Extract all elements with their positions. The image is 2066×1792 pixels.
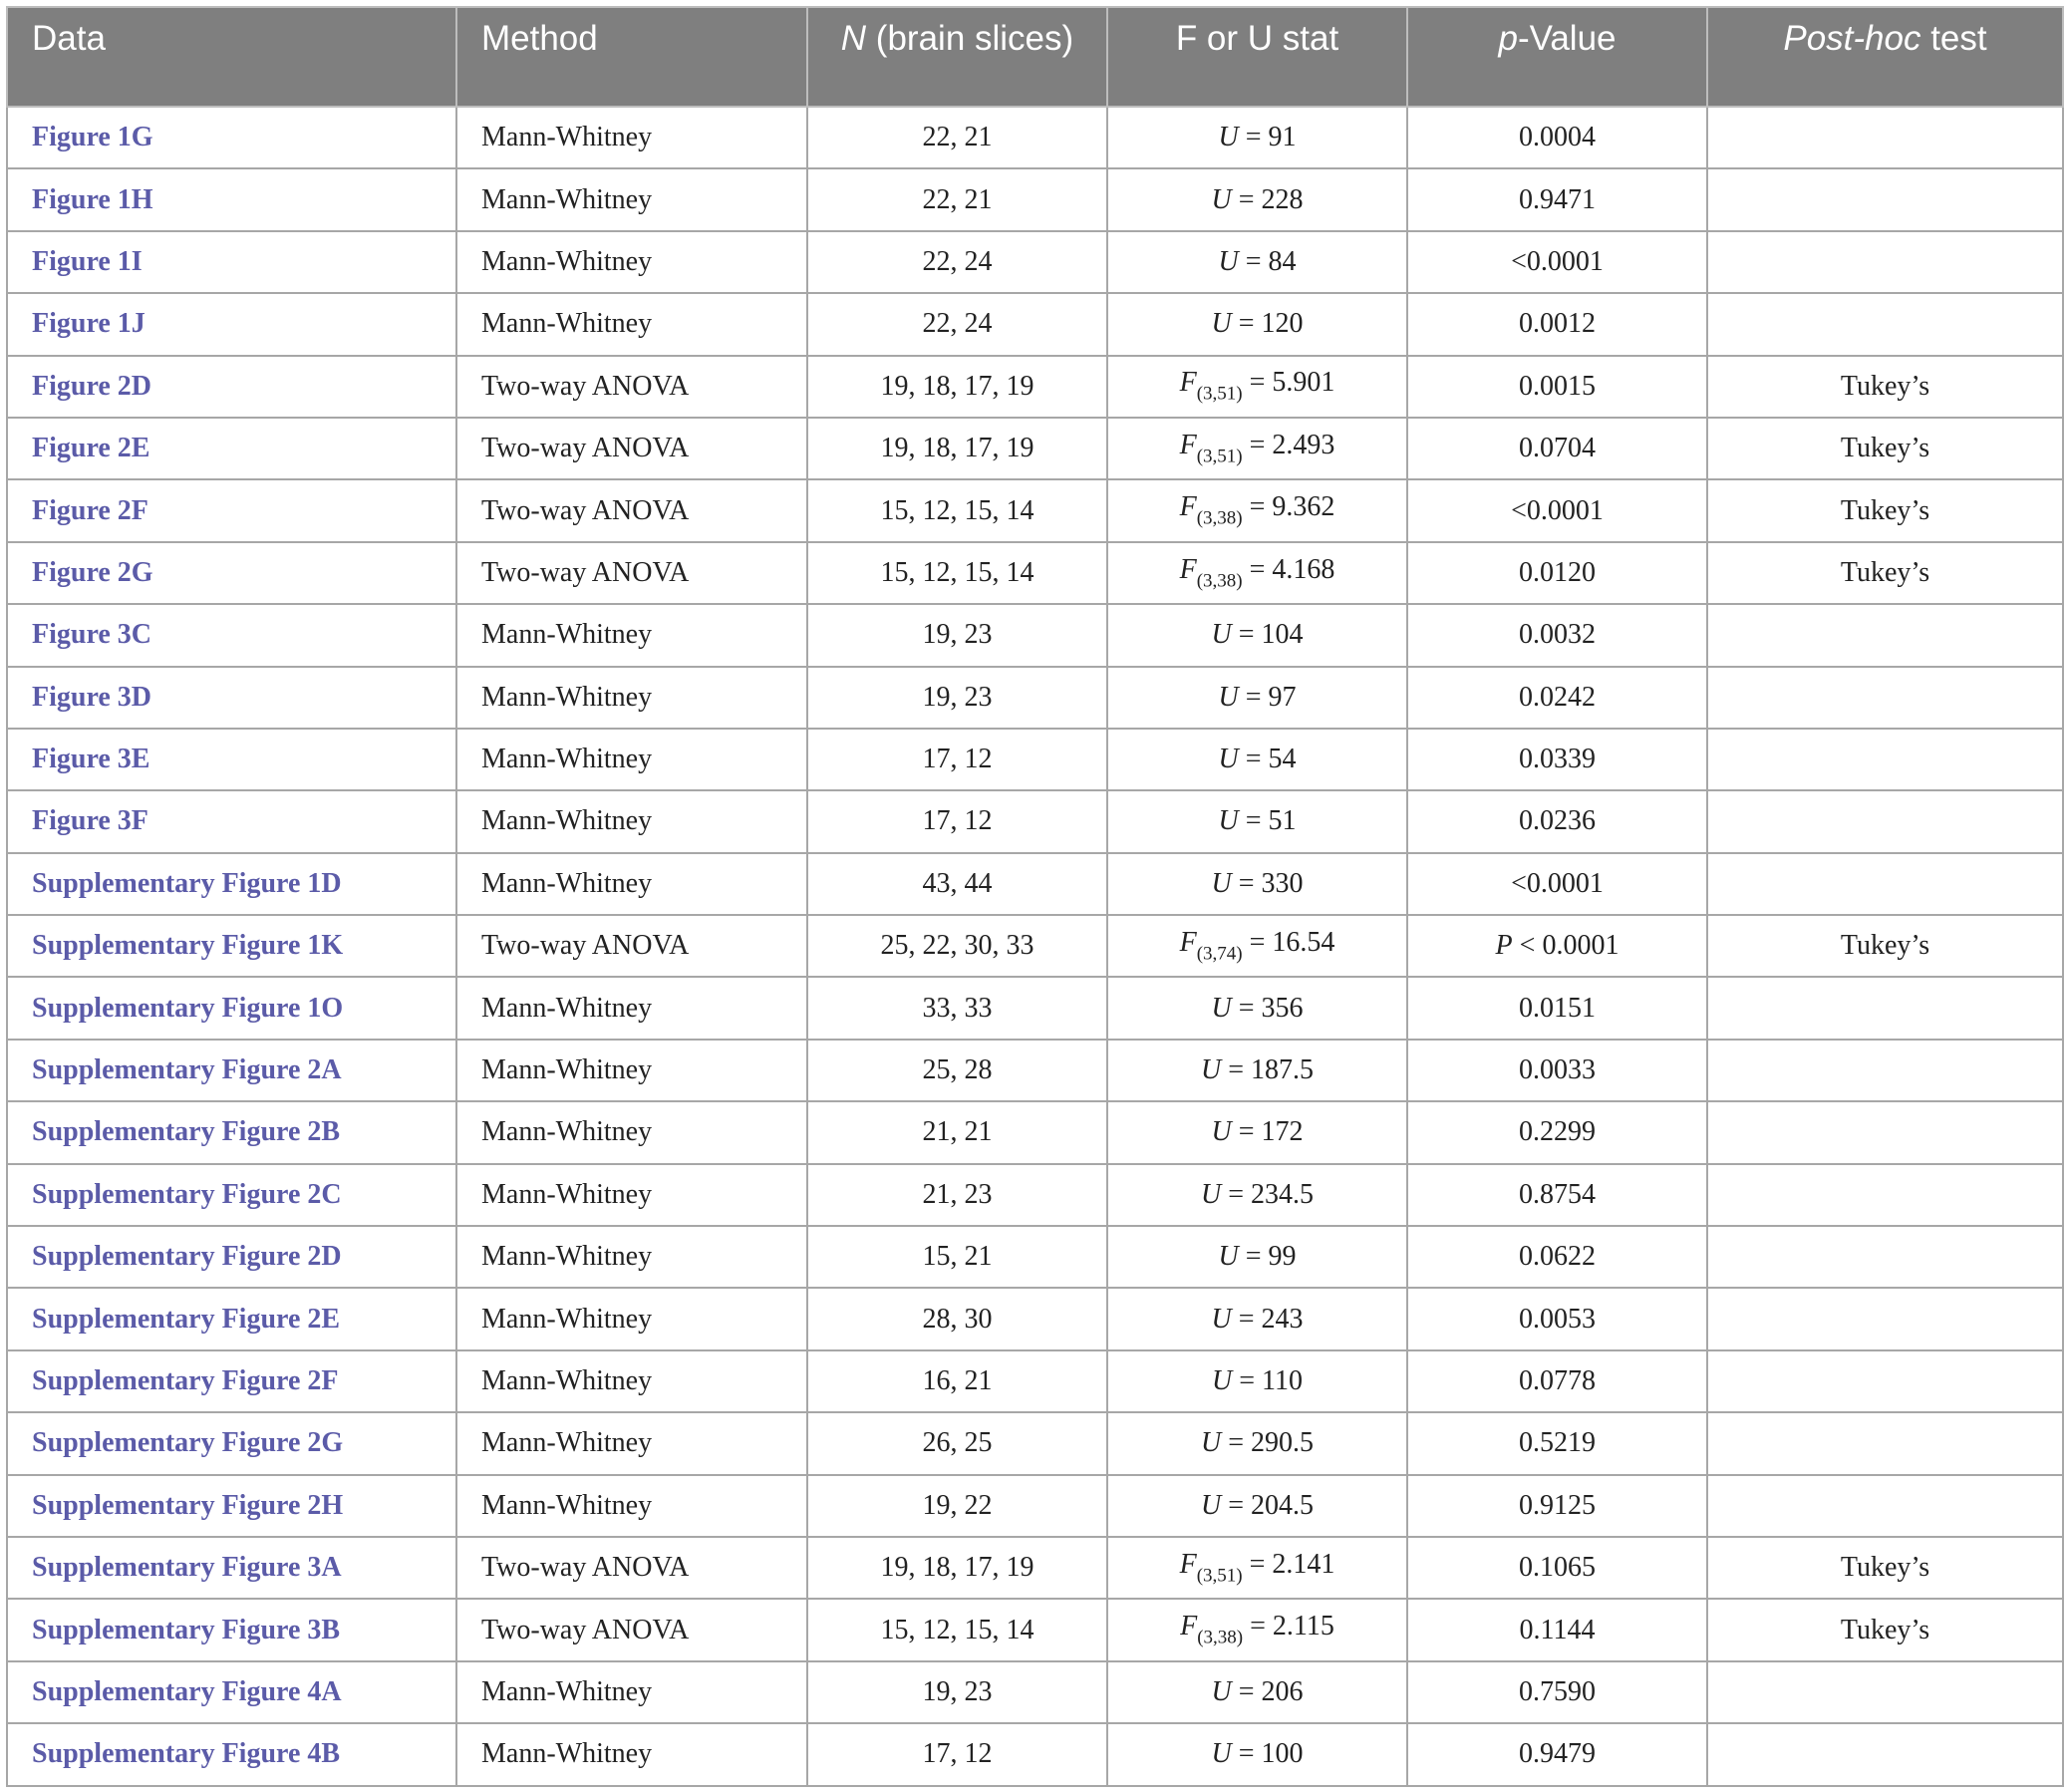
- table-row: [7, 1723, 2063, 1785]
- figure-link[interactable]: Figure 3C: [7, 604, 456, 666]
- p-value-cell: [1407, 667, 1707, 729]
- p-value: < 0.0001: [1512, 930, 1620, 962]
- posthoc-cell: Tukey’s: [1707, 542, 2063, 604]
- p-value: 0.2299: [1519, 1116, 1596, 1148]
- p-value-cell: [1407, 1164, 1707, 1226]
- stat-cell: [1107, 107, 1407, 168]
- header-posthoc-italic: Post-hoc: [1783, 19, 1921, 58]
- table-row: [7, 479, 2063, 541]
- figure-link[interactable]: Supplementary Figure 2G: [7, 1412, 456, 1474]
- n-cell: 15, 12, 15, 14: [807, 479, 1107, 541]
- table-row: [7, 1226, 2063, 1288]
- p-value: 0.0053: [1519, 1303, 1596, 1335]
- stat-df-subscript: (3,38): [1196, 507, 1243, 529]
- header-posthoc-label: test: [1920, 19, 1987, 58]
- posthoc-cell: [1707, 853, 2063, 915]
- method-cell: Mann-Whitney: [456, 107, 807, 168]
- n-cell: 22, 21: [807, 107, 1107, 168]
- stat-value: = 104: [1231, 619, 1304, 651]
- posthoc-cell: Tukey’s: [1707, 479, 2063, 541]
- table-row: [7, 790, 2063, 852]
- stat-cell: [1107, 1661, 1407, 1723]
- stat-symbol: F: [1179, 927, 1197, 958]
- method-cell: Mann-Whitney: [456, 1040, 807, 1101]
- method-cell: Two-way ANOVA: [456, 542, 807, 604]
- figure-link[interactable]: Supplementary Figure 1O: [7, 977, 456, 1039]
- stat-value: = 16.54: [1242, 927, 1335, 958]
- figure-link[interactable]: Supplementary Figure 4A: [7, 1661, 456, 1723]
- p-value-cell: [1407, 107, 1707, 168]
- stat-cell: [1107, 1164, 1407, 1226]
- stat-cell: [1107, 293, 1407, 355]
- stat-value: = 204.5: [1221, 1489, 1315, 1521]
- table-row: [7, 1661, 2063, 1723]
- stat-value: = 97: [1238, 681, 1297, 713]
- n-cell: 43, 44: [807, 853, 1107, 915]
- n-cell: 22, 24: [807, 231, 1107, 293]
- stat-symbol: U: [1212, 1365, 1233, 1396]
- stat-value: = 9.362: [1242, 491, 1335, 523]
- table-row: [7, 1164, 2063, 1226]
- p-value-cell: [1407, 1723, 1707, 1785]
- header-row: [7, 7, 2063, 107]
- n-cell: 16, 21: [807, 1350, 1107, 1412]
- p-symbol: P: [1495, 930, 1513, 962]
- p-value-cell: [1407, 1101, 1707, 1163]
- figure-link[interactable]: Figure 2F: [7, 479, 456, 541]
- figure-link[interactable]: Supplementary Figure 3B: [7, 1599, 456, 1660]
- stat-value: = 84: [1238, 245, 1297, 277]
- n-cell: 19, 18, 17, 19: [807, 418, 1107, 479]
- p-value: 0.0032: [1519, 619, 1596, 651]
- stat-df-subscript: (3,38): [1196, 570, 1243, 592]
- stat-cell: [1107, 1350, 1407, 1412]
- posthoc-cell: Tukey’s: [1707, 1599, 2063, 1660]
- p-value: <0.0001: [1511, 245, 1604, 277]
- stat-symbol: U: [1211, 867, 1232, 899]
- p-value: 0.0012: [1519, 308, 1596, 340]
- stat-value: = 290.5: [1221, 1427, 1315, 1459]
- stat-df-subscript: (3,51): [1196, 1565, 1243, 1587]
- stat-cell: [1107, 1475, 1407, 1537]
- figure-link[interactable]: Figure 2E: [7, 418, 456, 479]
- p-value-cell: [1407, 1288, 1707, 1349]
- figure-link[interactable]: Figure 2G: [7, 542, 456, 604]
- posthoc-cell: [1707, 1350, 2063, 1412]
- n-cell: 28, 30: [807, 1288, 1107, 1349]
- method-cell: Mann-Whitney: [456, 1475, 807, 1537]
- stat-cell: [1107, 790, 1407, 852]
- stat-symbol: U: [1211, 1116, 1232, 1148]
- p-value-cell: [1407, 1412, 1707, 1474]
- stat-cell: [1107, 915, 1407, 977]
- stat-value: = 172: [1231, 1116, 1304, 1148]
- p-value: 0.9479: [1519, 1738, 1596, 1770]
- table-row: [7, 853, 2063, 915]
- method-cell: Two-way ANOVA: [456, 1537, 807, 1599]
- stat-symbol: U: [1211, 1303, 1232, 1335]
- stat-df-subscript: (3,51): [1196, 384, 1243, 406]
- table-row: [7, 667, 2063, 729]
- figure-link[interactable]: Supplementary Figure 4B: [7, 1723, 456, 1785]
- stat-value: = 110: [1232, 1365, 1303, 1396]
- n-cell: 21, 21: [807, 1101, 1107, 1163]
- header-n-label: (brain slices): [866, 19, 1074, 58]
- method-cell: Two-way ANOVA: [456, 356, 807, 418]
- header-method-label: Method: [481, 19, 598, 58]
- p-value: 0.5219: [1519, 1427, 1596, 1459]
- posthoc-cell: [1707, 107, 2063, 168]
- figure-link[interactable]: Supplementary Figure 2A: [7, 1040, 456, 1101]
- stat-symbol: F: [1179, 553, 1197, 585]
- p-value-cell: [1407, 1040, 1707, 1101]
- figure-link[interactable]: Supplementary Figure 2B: [7, 1101, 456, 1163]
- stat-value: = 99: [1238, 1241, 1297, 1273]
- statistics-table-container: [6, 6, 2062, 1787]
- stat-cell: [1107, 977, 1407, 1039]
- stat-symbol: U: [1218, 245, 1239, 277]
- header-stat-label: F or U stat: [1175, 19, 1339, 58]
- n-cell: 21, 23: [807, 1164, 1107, 1226]
- method-cell: Mann-Whitney: [456, 1661, 807, 1723]
- stat-symbol: U: [1218, 1241, 1239, 1273]
- figure-link[interactable]: Supplementary Figure 1D: [7, 853, 456, 915]
- table-row: [7, 729, 2063, 790]
- posthoc-cell: [1707, 1723, 2063, 1785]
- posthoc-cell: [1707, 1661, 2063, 1723]
- posthoc-cell: [1707, 604, 2063, 666]
- posthoc-cell: [1707, 1475, 2063, 1537]
- stat-cell: [1107, 479, 1407, 541]
- method-cell: Mann-Whitney: [456, 1412, 807, 1474]
- stat-cell: [1107, 1040, 1407, 1101]
- method-cell: Mann-Whitney: [456, 1164, 807, 1226]
- figure-link[interactable]: Supplementary Figure 2H: [7, 1475, 456, 1537]
- stat-value: = 243: [1231, 1303, 1304, 1335]
- n-cell: 22, 24: [807, 293, 1107, 355]
- stat-symbol: F: [1179, 1548, 1197, 1580]
- stat-symbol: F: [1179, 367, 1197, 399]
- stat-symbol: U: [1211, 308, 1232, 340]
- header-data: [7, 7, 456, 107]
- method-cell: Two-way ANOVA: [456, 1599, 807, 1660]
- p-value: 0.0622: [1519, 1241, 1596, 1273]
- posthoc-cell: [1707, 1164, 2063, 1226]
- p-value-cell: [1407, 977, 1707, 1039]
- header-p-value: [1407, 7, 1707, 107]
- n-cell: 19, 18, 17, 19: [807, 1537, 1107, 1599]
- statistics-table: [6, 6, 2064, 1787]
- header-stat: [1107, 7, 1407, 107]
- n-cell: 19, 23: [807, 667, 1107, 729]
- p-value: 0.0033: [1519, 1054, 1596, 1086]
- stat-symbol: U: [1218, 681, 1239, 713]
- posthoc-cell: [1707, 977, 2063, 1039]
- stat-cell: [1107, 1101, 1407, 1163]
- posthoc-cell: [1707, 1040, 2063, 1101]
- table-row: [7, 1599, 2063, 1660]
- posthoc-cell: [1707, 729, 2063, 790]
- posthoc-cell: Tukey’s: [1707, 418, 2063, 479]
- p-value-cell: [1407, 542, 1707, 604]
- stat-cell: [1107, 168, 1407, 230]
- stat-value: = 234.5: [1221, 1178, 1315, 1210]
- p-value: 0.8754: [1519, 1178, 1596, 1210]
- posthoc-cell: [1707, 667, 2063, 729]
- n-cell: 15, 21: [807, 1226, 1107, 1288]
- p-value: 0.0339: [1519, 744, 1596, 775]
- figure-link[interactable]: Figure 1G: [7, 107, 456, 168]
- figure-link[interactable]: Supplementary Figure 2C: [7, 1164, 456, 1226]
- stat-value: = 91: [1238, 122, 1297, 153]
- method-cell: Mann-Whitney: [456, 293, 807, 355]
- method-cell: Mann-Whitney: [456, 1226, 807, 1288]
- stat-value: = 100: [1231, 1738, 1304, 1770]
- posthoc-cell: [1707, 1101, 2063, 1163]
- stat-symbol: U: [1200, 1427, 1222, 1459]
- figure-link[interactable]: Figure 1H: [7, 168, 456, 230]
- stat-cell: [1107, 1537, 1407, 1599]
- n-cell: 15, 12, 15, 14: [807, 542, 1107, 604]
- stat-value: = 356: [1231, 992, 1304, 1024]
- p-value: <0.0001: [1511, 867, 1604, 899]
- table-row: [7, 231, 2063, 293]
- p-value: <0.0001: [1511, 494, 1604, 526]
- p-value-cell: [1407, 1350, 1707, 1412]
- figure-link[interactable]: Figure 3D: [7, 667, 456, 729]
- p-value-cell: [1407, 729, 1707, 790]
- table-row: [7, 1412, 2063, 1474]
- stat-symbol: F: [1180, 1611, 1198, 1643]
- posthoc-cell: Tukey’s: [1707, 1537, 2063, 1599]
- posthoc-cell: Tukey’s: [1707, 915, 2063, 977]
- stat-cell: [1107, 1226, 1407, 1288]
- figure-link[interactable]: Supplementary Figure 2F: [7, 1350, 456, 1412]
- figure-link[interactable]: Figure 3E: [7, 729, 456, 790]
- stat-cell: [1107, 853, 1407, 915]
- method-cell: Two-way ANOVA: [456, 418, 807, 479]
- method-cell: Mann-Whitney: [456, 977, 807, 1039]
- table-row: [7, 542, 2063, 604]
- table-row: [7, 168, 2063, 230]
- method-cell: Mann-Whitney: [456, 231, 807, 293]
- stat-cell: [1107, 1288, 1407, 1349]
- p-value-cell: [1407, 1599, 1707, 1660]
- stat-value: = 2.115: [1243, 1611, 1334, 1643]
- n-cell: 33, 33: [807, 977, 1107, 1039]
- n-cell: 26, 25: [807, 1412, 1107, 1474]
- table-row: [7, 1288, 2063, 1349]
- p-value-cell: [1407, 479, 1707, 541]
- n-cell: 17, 12: [807, 1723, 1107, 1785]
- stat-value: = 2.493: [1242, 429, 1335, 460]
- p-value-cell: [1407, 168, 1707, 230]
- n-cell: 19, 22: [807, 1475, 1107, 1537]
- stat-symbol: F: [1179, 491, 1197, 523]
- table-row: [7, 977, 2063, 1039]
- stat-value: = 330: [1231, 867, 1304, 899]
- table-row: [7, 1350, 2063, 1412]
- n-cell: 25, 22, 30, 33: [807, 915, 1107, 977]
- stat-df-subscript: (3,51): [1196, 446, 1243, 467]
- header-n: [807, 7, 1107, 107]
- stat-symbol: U: [1218, 744, 1239, 775]
- stat-symbol: U: [1200, 1054, 1222, 1086]
- stat-symbol: U: [1218, 122, 1239, 153]
- n-cell: 19, 23: [807, 604, 1107, 666]
- table-row: [7, 418, 2063, 479]
- stat-value: = 228: [1231, 183, 1304, 215]
- table-row: [7, 1475, 2063, 1537]
- stat-value: = 54: [1238, 744, 1297, 775]
- n-cell: 22, 21: [807, 168, 1107, 230]
- header-method: [456, 7, 807, 107]
- table-row: [7, 356, 2063, 418]
- p-value: 0.0004: [1519, 122, 1596, 153]
- header-p-symbol: p: [1498, 19, 1518, 58]
- stat-symbol: U: [1211, 183, 1232, 215]
- figure-link[interactable]: Supplementary Figure 2D: [7, 1226, 456, 1288]
- figure-link[interactable]: Figure 1J: [7, 293, 456, 355]
- stat-value: = 2.141: [1242, 1548, 1335, 1580]
- table-row: [7, 1537, 2063, 1599]
- n-cell: 17, 12: [807, 729, 1107, 790]
- stat-symbol: U: [1211, 1675, 1232, 1707]
- p-value: 0.9125: [1519, 1489, 1596, 1521]
- table-row: [7, 1040, 2063, 1101]
- stat-df-subscript: (3,74): [1196, 943, 1243, 965]
- posthoc-cell: [1707, 1412, 2063, 1474]
- stat-symbol: U: [1211, 992, 1232, 1024]
- stat-cell: [1107, 1412, 1407, 1474]
- method-cell: Mann-Whitney: [456, 729, 807, 790]
- method-cell: Mann-Whitney: [456, 790, 807, 852]
- n-cell: 19, 23: [807, 1661, 1107, 1723]
- header-n-symbol: N: [840, 19, 867, 58]
- stat-symbol: U: [1211, 1738, 1232, 1770]
- p-value: 0.0236: [1519, 805, 1596, 837]
- method-cell: Two-way ANOVA: [456, 479, 807, 541]
- table-header: [7, 7, 2063, 107]
- stat-symbol: U: [1218, 805, 1239, 837]
- table-row: [7, 604, 2063, 666]
- method-cell: Mann-Whitney: [456, 168, 807, 230]
- posthoc-cell: [1707, 293, 2063, 355]
- figure-link[interactable]: Figure 1I: [7, 231, 456, 293]
- p-value-cell: [1407, 1661, 1707, 1723]
- stat-cell: [1107, 1599, 1407, 1660]
- p-value-cell: [1407, 1226, 1707, 1288]
- n-cell: 25, 28: [807, 1040, 1107, 1101]
- p-value: 0.7590: [1519, 1675, 1596, 1707]
- p-value: 0.0151: [1519, 992, 1596, 1024]
- header-posthoc: [1707, 7, 2063, 107]
- stat-value: = 120: [1231, 308, 1304, 340]
- posthoc-cell: [1707, 231, 2063, 293]
- p-value-cell: [1407, 853, 1707, 915]
- posthoc-cell: [1707, 1288, 2063, 1349]
- stat-cell: [1107, 1723, 1407, 1785]
- p-value-cell: [1407, 1475, 1707, 1537]
- stat-symbol: U: [1211, 619, 1232, 651]
- stat-cell: [1107, 418, 1407, 479]
- method-cell: Mann-Whitney: [456, 604, 807, 666]
- p-value: 0.1065: [1519, 1552, 1596, 1584]
- table-row: [7, 293, 2063, 355]
- table-body: [7, 107, 2063, 1786]
- method-cell: Mann-Whitney: [456, 853, 807, 915]
- p-value-cell: [1407, 790, 1707, 852]
- method-cell: Mann-Whitney: [456, 1101, 807, 1163]
- n-cell: 17, 12: [807, 790, 1107, 852]
- p-value: 0.0015: [1519, 370, 1596, 402]
- posthoc-cell: [1707, 168, 2063, 230]
- p-value: 0.0704: [1519, 433, 1596, 464]
- stat-df-subscript: (3,38): [1197, 1627, 1244, 1648]
- p-value-cell: [1407, 293, 1707, 355]
- stat-symbol: F: [1179, 429, 1197, 460]
- p-value-cell: [1407, 915, 1707, 977]
- stat-cell: [1107, 604, 1407, 666]
- n-cell: 15, 12, 15, 14: [807, 1599, 1107, 1660]
- stat-symbol: U: [1200, 1178, 1222, 1210]
- figure-link[interactable]: Supplementary Figure 1K: [7, 915, 456, 977]
- method-cell: Mann-Whitney: [456, 667, 807, 729]
- stat-value: = 4.168: [1242, 553, 1335, 585]
- p-value: 0.9471: [1519, 183, 1596, 215]
- stat-cell: [1107, 231, 1407, 293]
- p-value-cell: [1407, 356, 1707, 418]
- stat-cell: [1107, 356, 1407, 418]
- figure-link[interactable]: Supplementary Figure 2E: [7, 1288, 456, 1349]
- stat-cell: [1107, 729, 1407, 790]
- table-row: [7, 915, 2063, 977]
- method-cell: Mann-Whitney: [456, 1350, 807, 1412]
- stat-cell: [1107, 667, 1407, 729]
- stat-value: = 51: [1238, 805, 1297, 837]
- method-cell: Two-way ANOVA: [456, 915, 807, 977]
- table-row: [7, 1101, 2063, 1163]
- posthoc-cell: [1707, 1226, 2063, 1288]
- p-value: 0.0778: [1519, 1365, 1596, 1396]
- stat-value: = 187.5: [1221, 1054, 1315, 1086]
- table-row: [7, 107, 2063, 168]
- header-data-label: Data: [32, 19, 106, 58]
- method-cell: Mann-Whitney: [456, 1723, 807, 1785]
- posthoc-cell: Tukey’s: [1707, 356, 2063, 418]
- stat-symbol: U: [1200, 1489, 1222, 1521]
- method-cell: Mann-Whitney: [456, 1288, 807, 1349]
- figure-link[interactable]: Supplementary Figure 3A: [7, 1537, 456, 1599]
- figure-link[interactable]: Figure 2D: [7, 356, 456, 418]
- p-value: 0.0120: [1519, 556, 1596, 588]
- p-value: 0.0242: [1519, 681, 1596, 713]
- p-value-cell: [1407, 418, 1707, 479]
- posthoc-cell: [1707, 790, 2063, 852]
- header-p-label: -Value: [1517, 19, 1617, 58]
- p-value: 0.1144: [1519, 1614, 1596, 1645]
- p-value-cell: [1407, 1537, 1707, 1599]
- stat-cell: [1107, 542, 1407, 604]
- stat-value: = 206: [1231, 1675, 1304, 1707]
- stat-value: = 5.901: [1242, 367, 1335, 399]
- n-cell: 19, 18, 17, 19: [807, 356, 1107, 418]
- p-value-cell: [1407, 604, 1707, 666]
- p-value-cell: [1407, 231, 1707, 293]
- figure-link[interactable]: Figure 3F: [7, 790, 456, 852]
